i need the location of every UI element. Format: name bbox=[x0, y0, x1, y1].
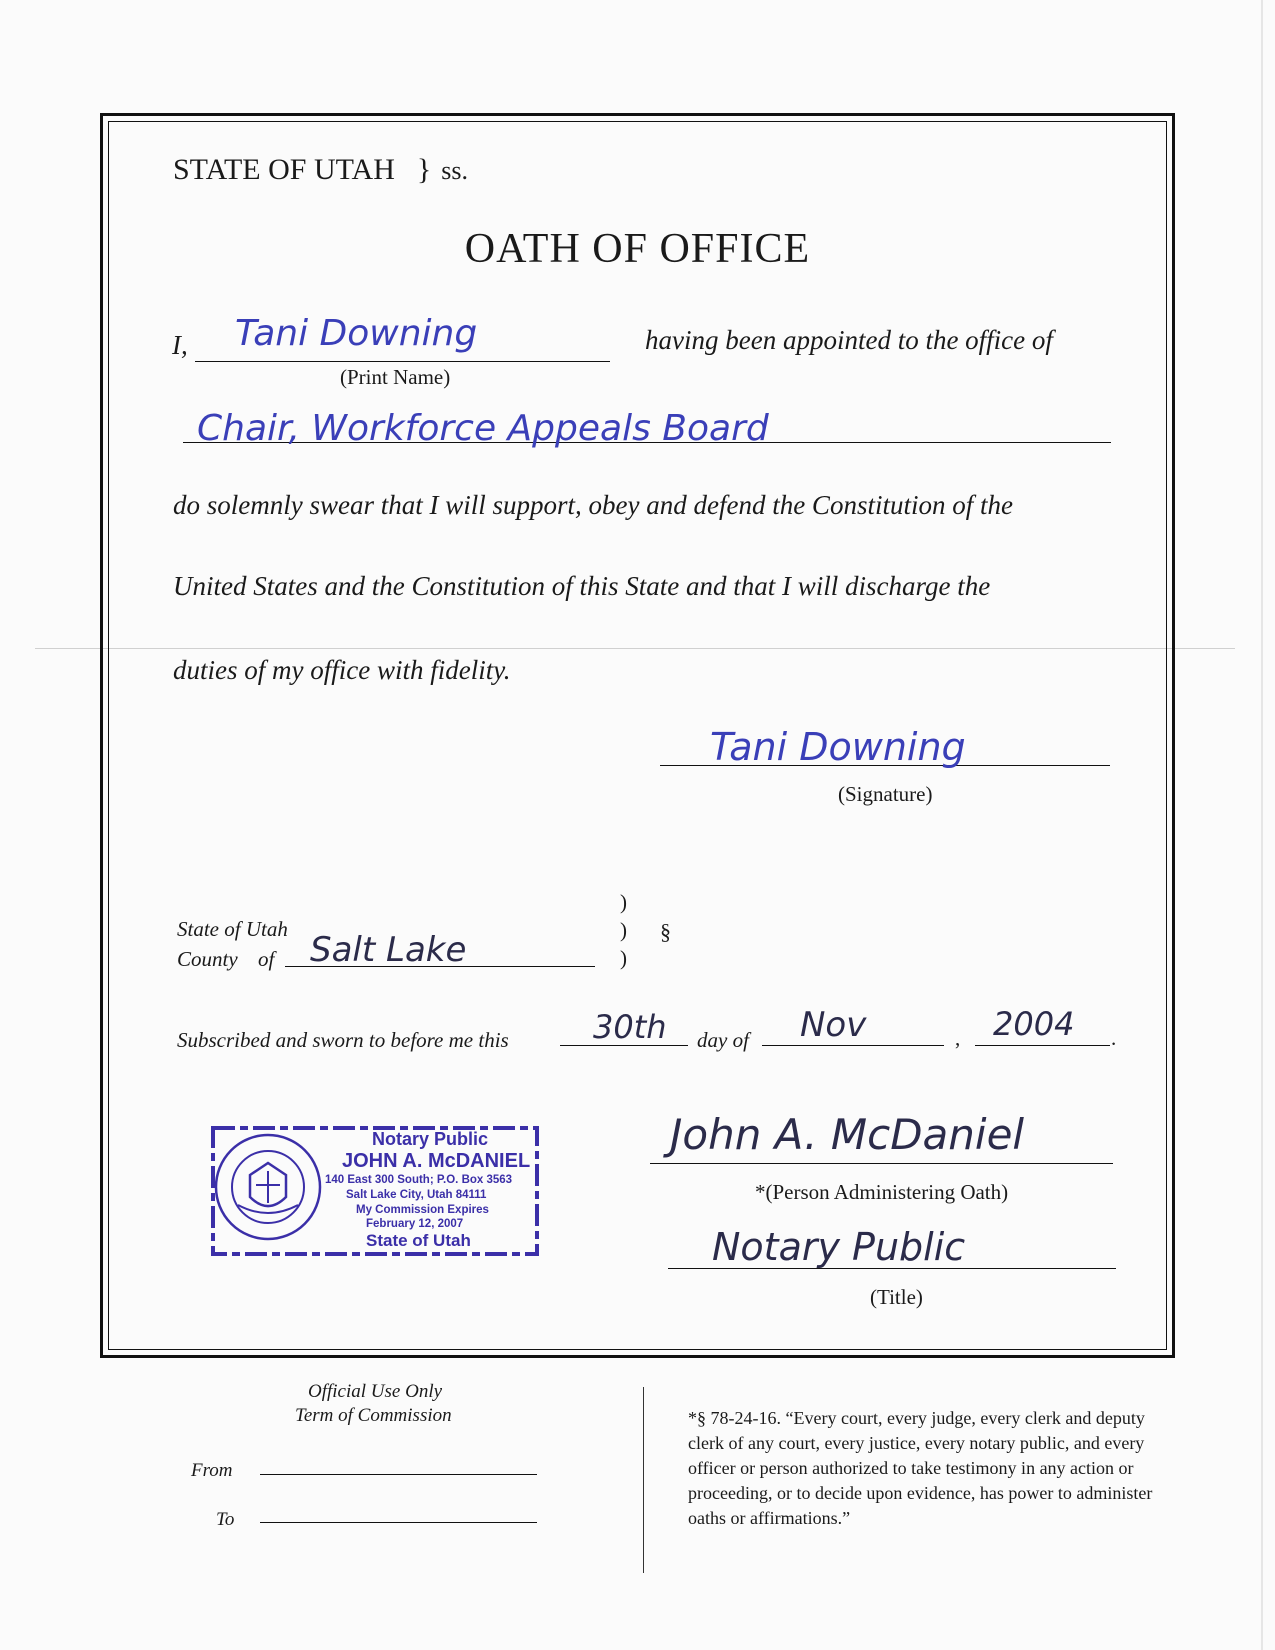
ss-abbrev: ss. bbox=[441, 156, 469, 185]
statute-note: *§ 78-24-16. “Every court, every judge, every clerk and deputy clerk of any court, every justice, every notary public, and every officer or person authorized to take testimony in any action or proceeding, or to decide upon evidence, has power to administer oaths or affirmations.” bbox=[688, 1408, 1153, 1528]
administrator-signature-value: John A. McDaniel bbox=[670, 1110, 1025, 1159]
title-value: Notary Public bbox=[712, 1225, 966, 1269]
venue-paren-1: ) bbox=[620, 890, 627, 914]
day-of-text: day of bbox=[697, 1028, 749, 1052]
year-line bbox=[975, 1045, 1110, 1046]
stamp-line-3: 140 East 300 South; P.O. Box 3563 bbox=[325, 1174, 513, 1186]
term-of-commission-heading: Term of Commission bbox=[295, 1405, 452, 1426]
print-name-value: Tani Downing bbox=[235, 313, 478, 354]
page-title: OATH OF OFFICE bbox=[464, 226, 811, 272]
oath-line-2: United States and the Constitution of this State and that I will discharge the bbox=[173, 571, 991, 601]
venue-paren-2: ) bbox=[620, 918, 627, 942]
stamp-line-5: My Commission Expires bbox=[356, 1204, 489, 1216]
oath-line-3: duties of my office with fidelity. bbox=[173, 655, 511, 685]
appointed-text: having been appointed to the office of bbox=[645, 325, 1053, 355]
month-line bbox=[762, 1045, 944, 1046]
jurat-text: Subscribed and sworn to before me this bbox=[177, 1028, 509, 1052]
administrator-label: *(Person Administering Oath) bbox=[755, 1180, 1009, 1204]
print-name-label: (Print Name) bbox=[340, 365, 451, 389]
footer-divider bbox=[643, 1387, 644, 1573]
stamp-line-2: JOHN A. McDANIEL bbox=[342, 1150, 531, 1172]
to-line bbox=[260, 1522, 537, 1523]
stamp-line-4: Salt Lake City, Utah 84111 bbox=[346, 1189, 487, 1201]
state-name: STATE OF UTAH bbox=[173, 153, 395, 186]
signature-value: Tani Downing bbox=[710, 725, 966, 769]
official-use-heading: Official Use Only bbox=[308, 1381, 443, 1402]
state-heading bbox=[173, 153, 468, 187]
from-label: From bbox=[191, 1460, 233, 1481]
administrator-line bbox=[650, 1163, 1113, 1164]
stamp-line-1: Notary Public bbox=[372, 1129, 489, 1149]
jurat-period: . bbox=[1111, 1026, 1117, 1050]
oath-prefix: I, bbox=[172, 330, 188, 360]
venue-paren-3: ) bbox=[620, 946, 627, 970]
to-label: To bbox=[216, 1509, 235, 1530]
signature-label: (Signature) bbox=[838, 782, 933, 806]
county-value: Salt Lake bbox=[310, 930, 467, 970]
jurat-comma: , bbox=[955, 1026, 961, 1050]
stamp-line-7: State of Utah bbox=[366, 1231, 471, 1250]
title-label: (Title) bbox=[870, 1285, 923, 1309]
venue-county-of: of bbox=[258, 947, 275, 971]
stamp-line-6: February 12, 2007 bbox=[366, 1218, 464, 1230]
section-symbol: § bbox=[660, 919, 671, 944]
office-value: Chair, Workforce Appeals Board bbox=[197, 408, 769, 449]
venue-state-label: State of Utah bbox=[177, 917, 288, 941]
venue-county-label: County bbox=[177, 947, 238, 971]
from-line bbox=[260, 1474, 537, 1475]
print-name-line bbox=[195, 361, 610, 362]
oath-line-1: do solemnly swear that I will support, obey and defend the Constitution of the bbox=[173, 490, 1013, 520]
notary-stamp bbox=[210, 1125, 540, 1257]
day-value: 30th bbox=[593, 1008, 667, 1046]
year-value: 2004 bbox=[993, 1005, 1075, 1043]
month-value: Nov bbox=[800, 1005, 867, 1045]
brace: } bbox=[416, 153, 432, 186]
